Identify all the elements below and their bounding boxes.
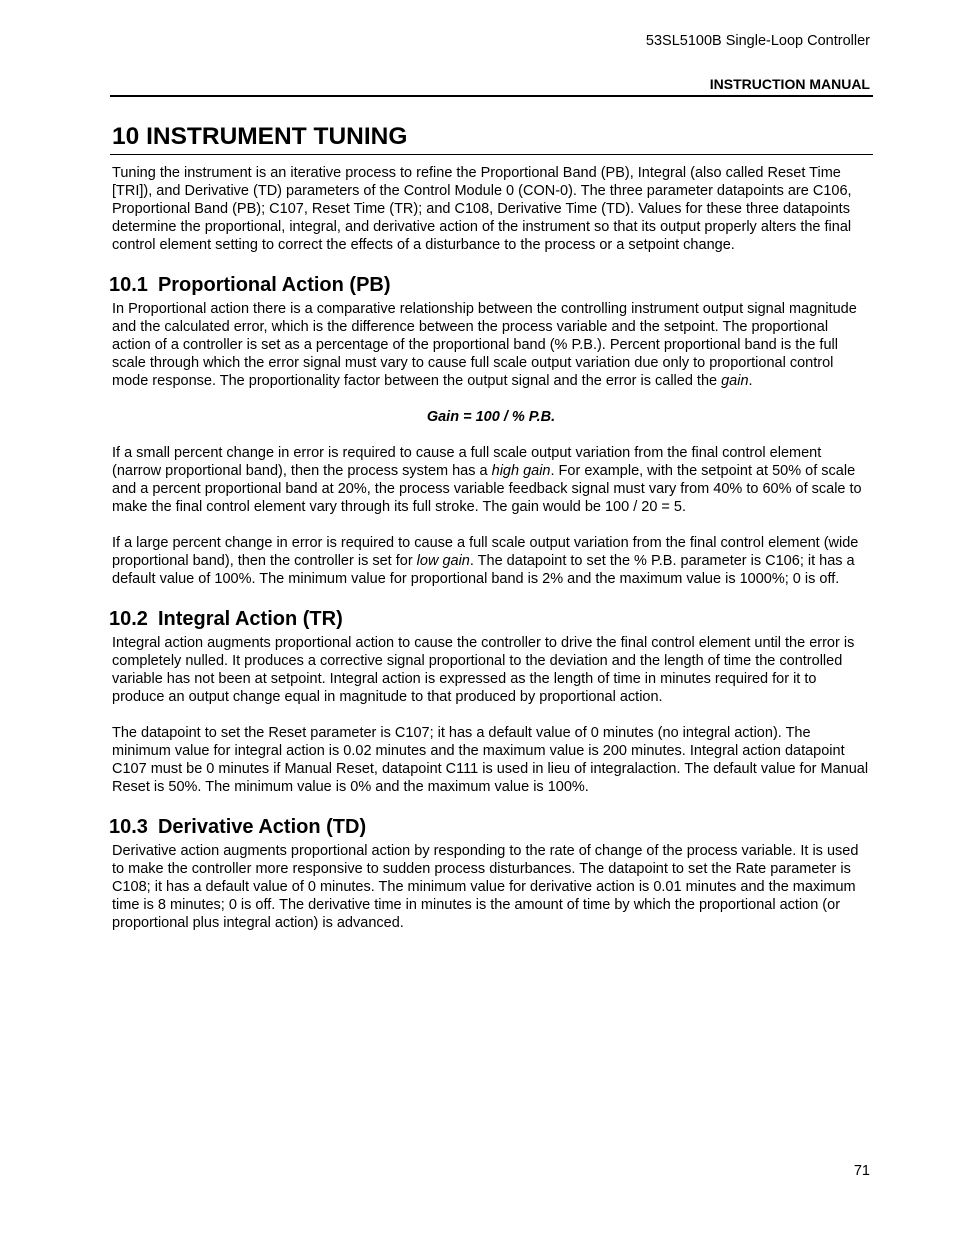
- proportional-paragraph-3: [112, 534, 870, 588]
- running-header-manual-label: INSTRUCTION MANUAL: [709, 76, 870, 92]
- emphasis-low-gain: low gain: [416, 553, 470, 569]
- text-run: .: [748, 373, 753, 389]
- page-number: 71: [853, 1163, 870, 1179]
- section-title: Derivative Action (TD): [157, 816, 367, 838]
- emphasis-high-gain: high gain: [491, 463, 551, 479]
- chapter-title: INSTRUMENT TUNING: [146, 123, 408, 150]
- section-heading-proportional: [109, 273, 870, 297]
- section-title: Integral Action (TR): [157, 608, 343, 630]
- chapter-rule: [110, 154, 873, 155]
- chapter-heading: [112, 122, 407, 152]
- text-run: In Proportional action there is a comparative relationship between the controlling instrument output signal magnitude and the calculated error, which is the difference between the process variable and the setpoint. The proportional action of a controller is set as a percentage of the proportional band (% P.B.). Percent proportional band is the full scale through which the error signal must vary to cause full scale output variation due only to proportional control mode response. The proportionality factor between the output signal and the error is called the: [112, 301, 857, 389]
- emphasis-gain: gain: [721, 373, 749, 389]
- section-heading-integral: [109, 607, 870, 631]
- section-title: Proportional Action (PB): [157, 274, 391, 296]
- text-run: . The datapoint to set the % P.B. parameter is C106; it has a default value of 100%. The minimum value for proportional band is 2% and the maximum value is 1000%; 0 is off.: [112, 553, 855, 587]
- page-body: [109, 164, 870, 932]
- text-run: If a large percent change in error is required to cause a full scale output variation from the final control element (wide proportional band), then the controller is set for: [112, 535, 859, 569]
- text-run: If a small percent change in error is required to cause a full scale output variation from the final control element (narrow proportional band), then the process system has a: [112, 445, 822, 479]
- section-number: 10.2: [109, 608, 148, 630]
- header-rule: [110, 95, 873, 97]
- derivative-paragraph-1: Derivative action augments proportional action by responding to the rate of change of the process variable. It is used to make the controller more responsive to sudden process disturbances. The datapoint to set the Rate parameter is C108; it has a default value of 0 minutes. The minimum value for derivative action is 0.01 minutes and the maximum time is 8 minutes; 0 is off. The derivative time in minutes is the amount of time by which the proportional action (or proportional plus integral action) is advanced.: [112, 843, 859, 931]
- proportional-paragraph-1: [112, 300, 870, 390]
- proportional-paragraph-2: [112, 444, 870, 516]
- section-heading-derivative: [109, 815, 870, 839]
- integral-paragraph-1: Integral action augments proportional action to cause the controller to drive the final control element until the error is completely nulled. It produces a corrective signal proportional to the deviation and the length of time the controlled variable has not been at setpoint. Integral action is expressed as the length of time in minutes required for it to produce an output change equal in magnitude to that produced by proportional action.: [112, 635, 855, 705]
- running-header-title: 53SL5100B Single-Loop Controller: [645, 33, 870, 49]
- section-number: 10.1: [109, 274, 148, 296]
- chapter-intro-paragraph: Tuning the instrument is an iterative process to refine the Proportional Band (PB), Integral (also called Reset Time [TRI]), and Derivative (TD) parameters of the Control Module 0 (CON-0). The three parameter datapoints are C106, Proportional Band (PB); C107, Reset Time (TR); and C108, Derivative Time (TD). Values for these three datapoints determine the proportional, integral, and derivative action of the instrument so that its output properly alters the final control element setting to correct the effects of a disturbance to the process or a setpoint change.: [112, 165, 852, 253]
- gain-formula: Gain = 100 / % P.B.: [426, 409, 556, 425]
- chapter-number: 10: [112, 123, 140, 150]
- section-number: 10.3: [109, 816, 148, 838]
- text-run: . For example, with the setpoint at 50% of scale and a percent proportional band at 20%, the process variable feedback signal must vary from 40% to 60% of scale to make the final control element vary through its full stroke. The gain would be 100 / 20 = 5.: [112, 463, 862, 515]
- integral-paragraph-2: The datapoint to set the Reset parameter is C107; it has a default value of 0 minutes (no integral action). The minimum value for integral action is 0.02 minutes and the maximum value is 200 minutes. Integral action datapoint C107 must be 0 minutes if Manual Reset, datapoint C111 is used in lieu of integralaction. The default value for Manual Reset is 50%. The minimum value is 0% and the maximum value is 100%.: [112, 725, 869, 795]
